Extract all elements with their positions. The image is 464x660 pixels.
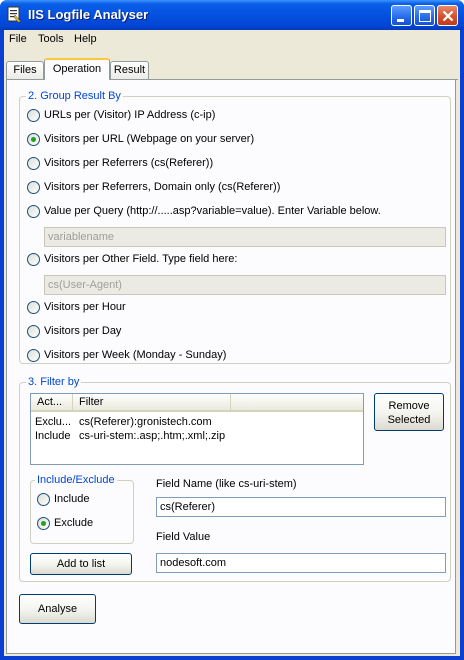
- radio-button[interactable]: [37, 493, 50, 506]
- filter-list-header: [31, 394, 363, 412]
- field-name-label: Field Name (like cs-uri-stem): [156, 478, 297, 490]
- row-filter: cs-uri-stem:.asp;.htm;.xml;.zip: [79, 430, 226, 442]
- radio-button[interactable]: [27, 253, 40, 266]
- radio-label: Visitors per Day: [44, 325, 122, 337]
- radio-button[interactable]: [27, 301, 40, 314]
- column-header-action[interactable]: Act...: [31, 394, 73, 410]
- radio-button[interactable]: [37, 517, 50, 530]
- group-result-box: [19, 90, 451, 364]
- radio-button[interactable]: [27, 157, 40, 170]
- radio-label: URLs per (Visitor) IP Address (c-ip): [44, 109, 216, 121]
- radio-button[interactable]: [27, 205, 40, 218]
- minimize-button[interactable]: [391, 5, 412, 26]
- app-icon: [6, 6, 22, 23]
- radio-label: Value per Query (http://.....asp?variable=value). Enter Variable below.: [44, 205, 381, 217]
- filter-box: [19, 376, 451, 582]
- maximize-icon: [415, 6, 436, 27]
- radio-label: Visitors per Referrers (cs(Referer)): [44, 157, 214, 169]
- radio-button[interactable]: [27, 133, 40, 146]
- menu-bar: [4, 30, 460, 50]
- query-variable-input[interactable]: [44, 227, 446, 247]
- radio-label: Exclude: [54, 517, 94, 529]
- maximize-button[interactable]: [414, 5, 435, 26]
- window-title: IIS Logfile Analyser: [28, 7, 149, 22]
- close-button[interactable]: [437, 5, 458, 26]
- add-to-list-button[interactable]: Add to list: [30, 553, 132, 575]
- group-result-legend: 2. Group Result By: [28, 90, 121, 102]
- menu-tools[interactable]: Tools: [38, 33, 64, 45]
- field-value-label: Field Value: [156, 531, 211, 543]
- row-filter: cs(Referer):gronistech.com: [79, 416, 212, 428]
- row-action: Include: [35, 430, 71, 442]
- tab-files[interactable]: Files: [6, 61, 44, 79]
- include-exclude-legend: Include/Exclude: [37, 474, 115, 486]
- other-field-input[interactable]: [44, 275, 446, 295]
- include-exclude-box: [30, 474, 134, 544]
- radio-label: Visitors per Hour: [44, 301, 126, 313]
- radio-label: Visitors per Week (Monday - Sunday): [44, 349, 227, 361]
- tab-result[interactable]: Result: [110, 61, 149, 79]
- title-bar[interactable]: [0, 0, 464, 30]
- radio-button[interactable]: [27, 181, 40, 194]
- menu-help[interactable]: Help: [74, 33, 97, 45]
- column-header-filter[interactable]: Filter: [73, 394, 231, 410]
- radio-label: Visitors per Other Field. Type field here:: [44, 253, 238, 265]
- minimize-icon: [392, 6, 413, 27]
- field-name-input[interactable]: [156, 497, 446, 517]
- analyse-button[interactable]: Analyse: [19, 594, 96, 624]
- row-action: Exclu...: [35, 416, 72, 428]
- client-area: [4, 30, 460, 656]
- remove-selected-button[interactable]: Remove Selected: [374, 393, 444, 431]
- field-value-input[interactable]: [156, 553, 446, 573]
- close-icon: [438, 6, 459, 27]
- tab-operation[interactable]: Operation: [44, 58, 110, 80]
- radio-label: Visitors per Referrers, Domain only (cs(Referer)): [44, 181, 281, 193]
- operation-tab-page: [6, 80, 456, 654]
- radio-button[interactable]: [27, 109, 40, 122]
- radio-button[interactable]: [27, 325, 40, 338]
- menu-file[interactable]: File: [9, 33, 27, 45]
- radio-button[interactable]: [27, 349, 40, 362]
- filter-legend: 3. Filter by: [28, 376, 80, 388]
- filter-list[interactable]: [30, 393, 364, 465]
- radio-label: Include: [54, 493, 90, 505]
- radio-label: Visitors per URL (Webpage on your server): [44, 133, 255, 145]
